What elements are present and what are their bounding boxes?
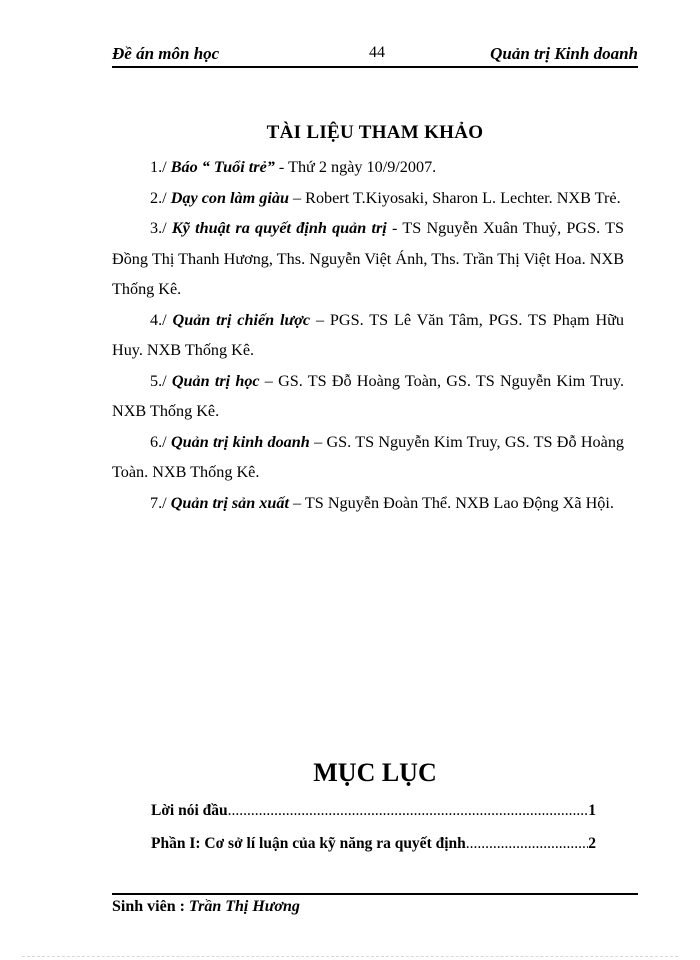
reference-number: 2./ bbox=[150, 188, 171, 207]
reference-title: Báo “ Tuổi trẻ” bbox=[170, 158, 275, 176]
reference-details: - TS Nguyễn Xuân Thuỷ, PGS. TS Đồng Thị Thanh Hương, Ths. Nguyễn Việt Ánh, Ths. Trần Thị Việt Hoa. NXB Thống Kê. bbox=[112, 219, 624, 298]
page-header bbox=[112, 44, 638, 66]
reference-item bbox=[112, 427, 624, 488]
reference-number: 6./ bbox=[150, 432, 171, 451]
references-title: TÀI LIỆU THAM KHẢO bbox=[266, 122, 484, 143]
toc-title: MỤC LỤC bbox=[313, 758, 437, 787]
reference-item bbox=[112, 152, 624, 183]
toc-leader-dots bbox=[466, 829, 588, 859]
references-list bbox=[112, 152, 624, 518]
toc-entry bbox=[151, 796, 596, 829]
reference-number: 5./ bbox=[150, 371, 172, 390]
reference-title: Quản trị học bbox=[171, 371, 260, 390]
reference-title: Quản trị kinh doanh bbox=[170, 432, 310, 451]
toc-entry-page: 1 bbox=[588, 802, 596, 819]
toc-leader-dots bbox=[228, 796, 589, 826]
header-subject: Quản trị Kinh doanh bbox=[490, 44, 638, 63]
reference-number: 1./ bbox=[150, 158, 171, 176]
reference-title: Kỹ thuật ra quyết định quản trị bbox=[171, 219, 387, 237]
reference-title: Quản trị sản xuất bbox=[170, 493, 289, 512]
toc-entry-page: 2 bbox=[588, 835, 596, 852]
header-document-type: Đề án môn học bbox=[112, 44, 220, 63]
reference-details: - Thứ 2 ngày 10/9/2007. bbox=[274, 158, 437, 176]
header-divider bbox=[112, 66, 638, 68]
reference-details: – Robert T.Kiyosaki, Sharon L. Lechter. NXB Trẻ. bbox=[288, 188, 621, 207]
toc-entry-label: Lời nói đầu bbox=[151, 802, 228, 819]
reference-title: Dạy con làm giàu bbox=[170, 188, 289, 207]
reference-number: 3./ bbox=[150, 219, 172, 237]
reference-number: 7./ bbox=[150, 493, 171, 512]
reference-title: Quản trị chiến lược bbox=[172, 310, 311, 329]
footer-divider bbox=[112, 893, 638, 895]
reference-item bbox=[112, 305, 624, 366]
reference-item bbox=[112, 488, 624, 519]
page-number: 44 bbox=[369, 44, 385, 61]
table-of-contents bbox=[151, 796, 596, 862]
reference-details: – GS. TS Nguyễn Kim Truy, GS. TS Đỗ Hoàng Toàn. NXB Thống Kê. bbox=[112, 432, 625, 481]
toc-entry-label: Phần I: Cơ sở lí luận của kỹ năng ra quyết định bbox=[151, 835, 466, 852]
toc-entry bbox=[151, 829, 596, 862]
reference-details: – PGS. TS Lê Văn Tâm, PGS. TS Phạm Hữu Huy. NXB Thống Kê. bbox=[112, 310, 625, 359]
reference-details: – TS Nguyễn Đoàn Thể. NXB Lao Động Xã Hội. bbox=[289, 493, 614, 512]
reference-details: – GS. TS Đỗ Hoàng Toàn, GS. TS Nguyễn Kim Truy. NXB Thống Kê. bbox=[112, 371, 624, 420]
reference-item bbox=[112, 366, 624, 427]
footer-label: Sinh viên : bbox=[112, 898, 189, 915]
student-name: Trần Thị Hương bbox=[188, 898, 300, 915]
page-footer bbox=[112, 898, 300, 916]
page-break-line bbox=[22, 956, 678, 957]
reference-item bbox=[112, 213, 624, 305]
reference-item bbox=[112, 183, 624, 214]
reference-number: 4./ bbox=[150, 310, 173, 329]
